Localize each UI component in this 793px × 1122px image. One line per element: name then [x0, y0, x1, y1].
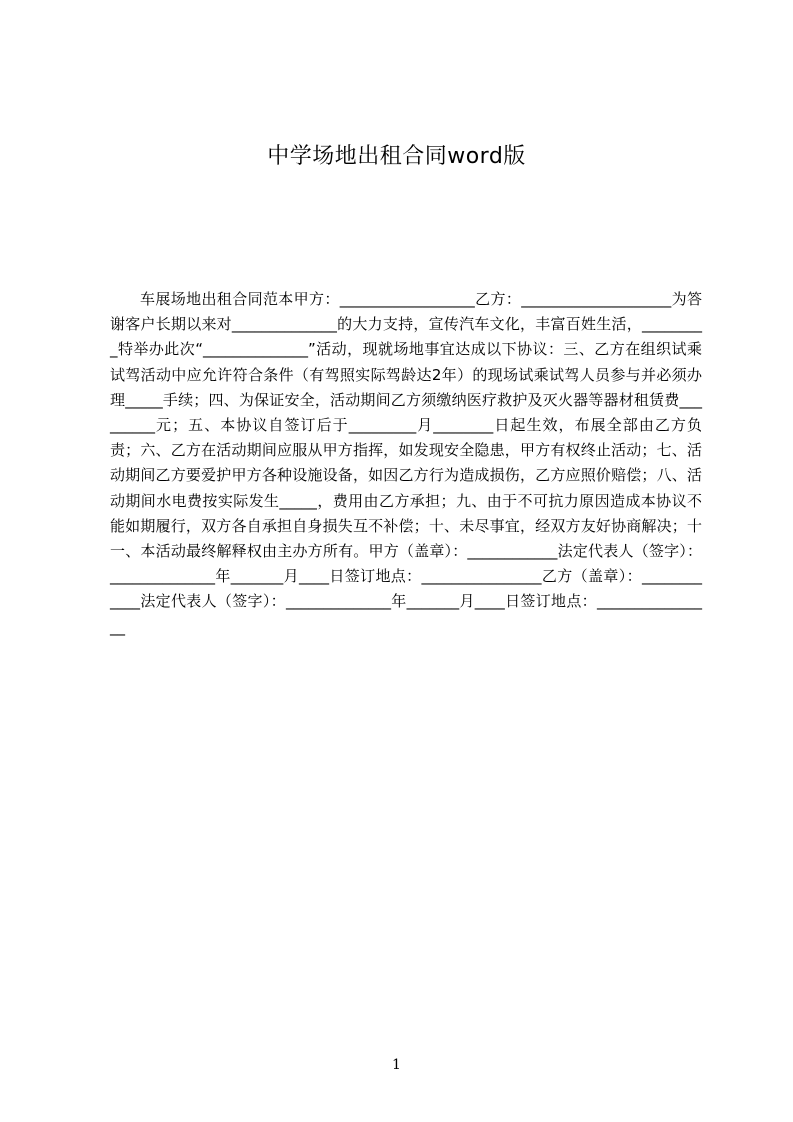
contract-body-paragraph: 车展场地出租合同范本甲方：__________________乙方：____________________为答谢客户长期以来对______________的大力支持，宣传汽车文化，丰富百姓生活，_________特举办此次“______________”活动，现就场地事宜达成以下协议：三、乙方在组织试乘试驾活动中应允许符合条件（有驾照实际驾龄达2年）的现场试乘试驾人员参与并必须办理_____手续；四、为保证安全，活动期间乙方须缴纳医疗救护及灭火器等器材租赁费_________元；五、本协议自签订后于_________月________日起生效，布展全部由乙方负责；六、乙方在活动期间应服从甲方指挥，如发现安全隐患，甲方有权终止活动；七、活动期间乙方要爱护甲方各种设施设备，如因乙方行为造成损伤，乙方应照价赔偿；八、活动期间水电费按实际发生_____，费用由乙方承担；九、由于不可抗力原因造成本协议不能如期履行，双方各自承担自身损失互不补偿；十、未尽事宜，经双方友好协商解决；十一、本活动最终解释权由主办方所有。甲方（盖章）：____________法定代表人（签字）：______________年_______月____日签订地点：________________乙方（盖章）：____________法定代表人（签字）：______________年_______月____日签订地点：________________	[110, 290, 702, 636]
page-number: 1	[392, 1057, 401, 1073]
document-title: 中学场地出租合同word版	[267, 144, 526, 169]
